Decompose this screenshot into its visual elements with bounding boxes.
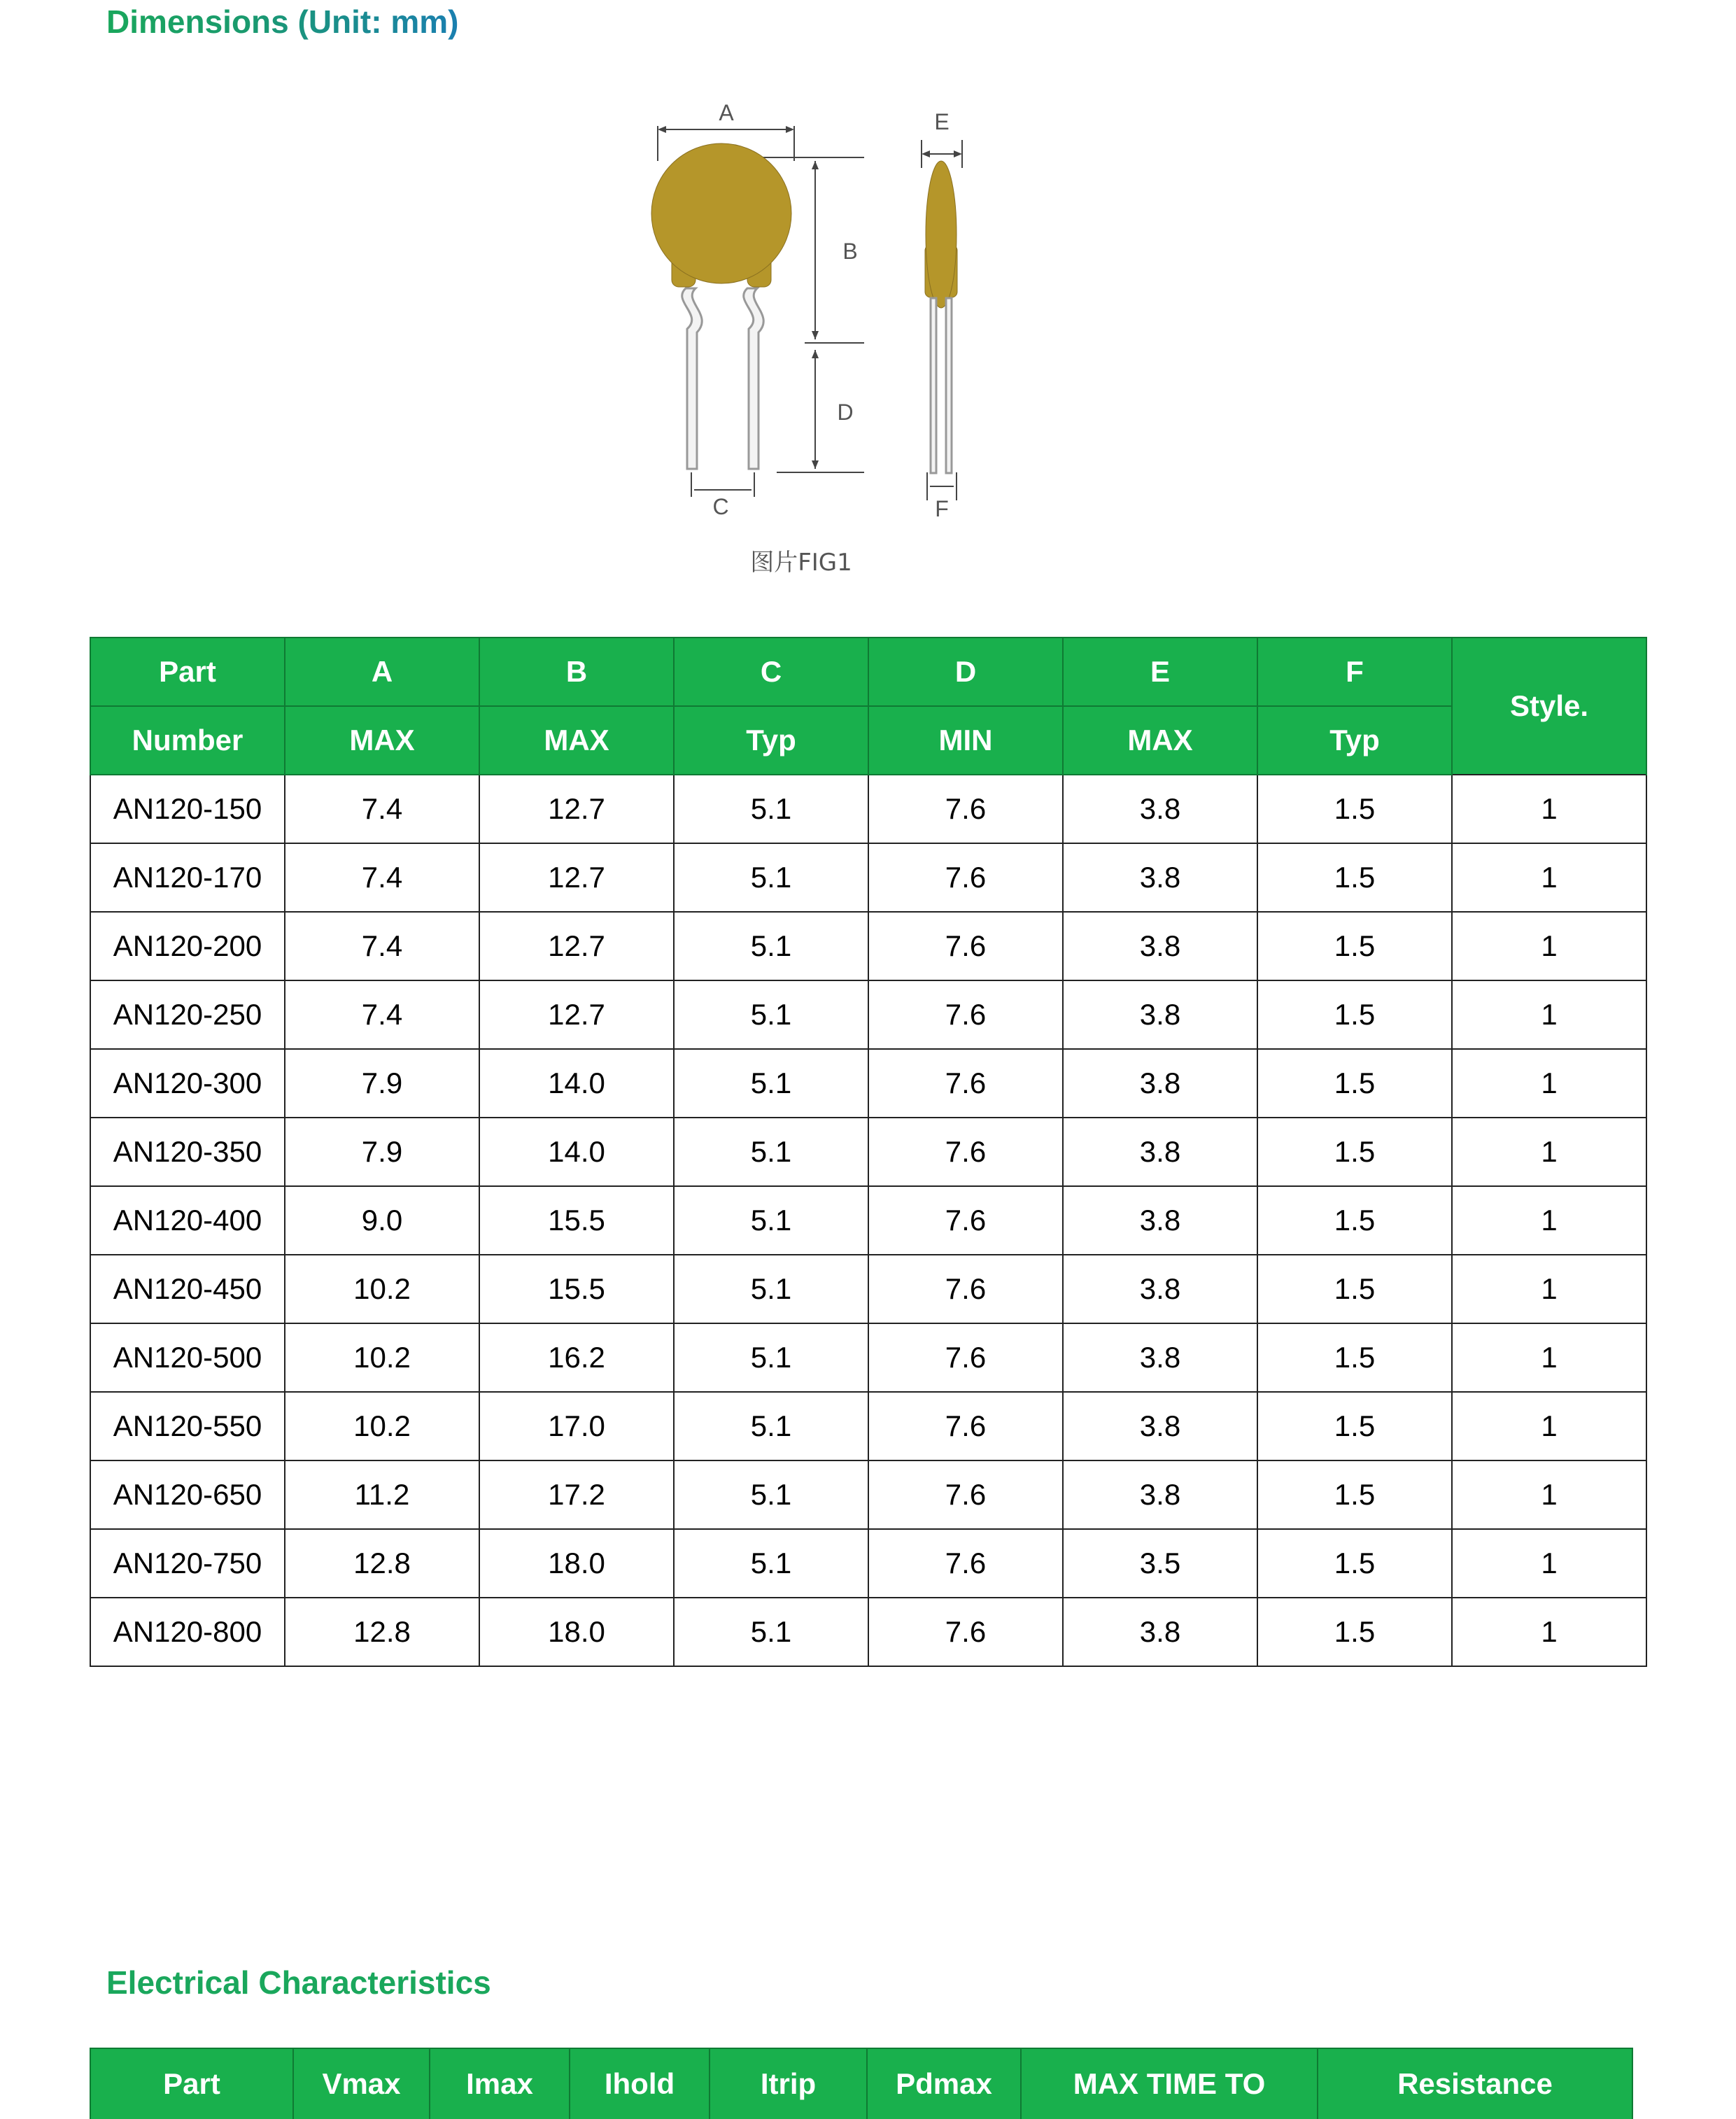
value-cell: 3.8 [1063, 1460, 1257, 1529]
value-cell: 5.1 [674, 1529, 868, 1598]
value-cell: 9.0 [285, 1186, 479, 1255]
value-cell: 5.1 [674, 980, 868, 1049]
value-cell: 1 [1452, 1255, 1646, 1323]
value-cell: 7.6 [868, 1255, 1063, 1323]
value-cell: 7.4 [285, 775, 479, 843]
value-cell: 7.6 [868, 1392, 1063, 1460]
value-cell: 7.6 [868, 775, 1063, 843]
value-cell: 14.0 [479, 1118, 674, 1186]
dim-header-col-6: F [1257, 638, 1452, 706]
value-cell: 5.1 [674, 1255, 868, 1323]
value-cell: 7.6 [868, 1049, 1063, 1118]
table-row [90, 1460, 1646, 1529]
value-cell: 1 [1452, 843, 1646, 912]
dim-header-style: Style. [1452, 638, 1646, 775]
value-cell: 1.5 [1257, 1598, 1452, 1666]
value-cell: 17.0 [479, 1392, 674, 1460]
dim-header-col-3: C [674, 638, 868, 706]
value-cell: 7.6 [868, 1186, 1063, 1255]
value-cell: 1.5 [1257, 1529, 1452, 1598]
value-cell: 3.8 [1063, 980, 1257, 1049]
value-cell: 1 [1452, 1049, 1646, 1118]
value-cell: 1 [1452, 775, 1646, 843]
value-cell: 3.8 [1063, 1323, 1257, 1392]
value-cell: 1 [1452, 1118, 1646, 1186]
table-row [90, 1529, 1646, 1598]
table-row [90, 843, 1646, 912]
value-cell: 5.1 [674, 1118, 868, 1186]
elec-header-2: Imax [430, 2048, 570, 2119]
value-cell: 7.6 [868, 1529, 1063, 1598]
figure-label-b: B [842, 239, 858, 264]
value-cell: 1 [1452, 912, 1646, 980]
electrical-title: Electrical Characteristics [106, 1964, 491, 2001]
figure-label-f: F [935, 496, 949, 521]
value-cell: 7.4 [285, 843, 479, 912]
value-cell: 3.8 [1063, 1392, 1257, 1460]
value-cell: 3.8 [1063, 1118, 1257, 1186]
figure-label-c: C [712, 494, 729, 519]
value-cell: 1 [1452, 1460, 1646, 1529]
value-cell: 7.6 [868, 1118, 1063, 1186]
part-number-cell: AN120-300 [90, 1049, 285, 1118]
value-cell: 7.6 [868, 1460, 1063, 1529]
dimensions-header-row-top [90, 638, 1646, 706]
dim-header-col-4: D [868, 638, 1063, 706]
value-cell: 1 [1452, 1392, 1646, 1460]
dim-subheader-3: Typ [674, 706, 868, 775]
value-cell: 5.1 [674, 775, 868, 843]
table-row [90, 1392, 1646, 1460]
value-cell: 14.0 [479, 1049, 674, 1118]
part-number-cell: AN120-400 [90, 1186, 285, 1255]
value-cell: 1.5 [1257, 1323, 1452, 1392]
dimensions-table-header [90, 638, 1646, 775]
dim-subheader-4: MIN [868, 706, 1063, 775]
value-cell: 1.5 [1257, 1186, 1452, 1255]
dim-subheader-1: MAX [285, 706, 479, 775]
elec-header-1: Vmax [293, 2048, 430, 2119]
figure-label-d: D [837, 400, 854, 425]
value-cell: 12.7 [479, 912, 674, 980]
value-cell: 16.2 [479, 1323, 674, 1392]
component-dimension-figure [644, 91, 1008, 595]
value-cell: 10.2 [285, 1323, 479, 1392]
elec-header-4: Itrip [710, 2048, 867, 2119]
value-cell: 18.0 [479, 1529, 674, 1598]
electrical-header-row [90, 2048, 1632, 2119]
value-cell: 3.8 [1063, 775, 1257, 843]
part-number-cell: AN120-350 [90, 1118, 285, 1186]
value-cell: 1.5 [1257, 1049, 1452, 1118]
value-cell: 12.8 [285, 1598, 479, 1666]
value-cell: 7.6 [868, 1323, 1063, 1392]
value-cell: 5.1 [674, 1049, 868, 1118]
value-cell: 5.1 [674, 1323, 868, 1392]
dim-header-col-5: E [1063, 638, 1257, 706]
part-number-cell: AN120-500 [90, 1323, 285, 1392]
value-cell: 1.5 [1257, 1118, 1452, 1186]
value-cell: 12.7 [479, 775, 674, 843]
value-cell: 1.5 [1257, 1255, 1452, 1323]
value-cell: 7.9 [285, 1049, 479, 1118]
value-cell: 10.2 [285, 1392, 479, 1460]
part-number-cell: AN120-450 [90, 1255, 285, 1323]
dimensions-header-row-sub [90, 706, 1646, 775]
value-cell: 7.4 [285, 980, 479, 1049]
value-cell: 3.8 [1063, 1598, 1257, 1666]
table-row [90, 1598, 1646, 1666]
electrical-table [90, 2048, 1633, 2119]
value-cell: 12.8 [285, 1529, 479, 1598]
part-number-cell: AN120-650 [90, 1460, 285, 1529]
value-cell: 1 [1452, 980, 1646, 1049]
value-cell: 3.8 [1063, 1186, 1257, 1255]
value-cell: 12.7 [479, 843, 674, 912]
elec-header-0: Part [90, 2048, 293, 2119]
part-number-cell: AN120-200 [90, 912, 285, 980]
table-row [90, 980, 1646, 1049]
table-row [90, 1255, 1646, 1323]
value-cell: 1.5 [1257, 1460, 1452, 1529]
figure-label-a: A [719, 100, 734, 125]
part-number-cell: AN120-150 [90, 775, 285, 843]
value-cell: 7.6 [868, 980, 1063, 1049]
part-number-cell: AN120-550 [90, 1392, 285, 1460]
dim-header-part: Part [90, 638, 285, 706]
value-cell: 7.6 [868, 912, 1063, 980]
value-cell: 5.1 [674, 1392, 868, 1460]
dim-header-col-2: B [479, 638, 674, 706]
value-cell: 3.5 [1063, 1529, 1257, 1598]
value-cell: 5.1 [674, 843, 868, 912]
value-cell: 1.5 [1257, 1392, 1452, 1460]
value-cell: 1 [1452, 1186, 1646, 1255]
value-cell: 1.5 [1257, 912, 1452, 980]
value-cell: 12.7 [479, 980, 674, 1049]
value-cell: 1 [1452, 1529, 1646, 1598]
value-cell: 1.5 [1257, 775, 1452, 843]
value-cell: 15.5 [479, 1255, 674, 1323]
value-cell: 5.1 [674, 912, 868, 980]
value-cell: 15.5 [479, 1186, 674, 1255]
value-cell: 18.0 [479, 1598, 674, 1666]
part-number-cell: AN120-170 [90, 843, 285, 912]
value-cell: 7.6 [868, 1598, 1063, 1666]
value-cell: 1 [1452, 1323, 1646, 1392]
value-cell: 7.4 [285, 912, 479, 980]
value-cell: 3.8 [1063, 843, 1257, 912]
value-cell: 10.2 [285, 1255, 479, 1323]
dimensions-table [90, 637, 1647, 1667]
table-row [90, 912, 1646, 980]
elec-header-3: Ihold [570, 2048, 710, 2119]
value-cell: 17.2 [479, 1460, 674, 1529]
part-number-cell: AN120-250 [90, 980, 285, 1049]
value-cell: 1.5 [1257, 843, 1452, 912]
table-row [90, 1323, 1646, 1392]
value-cell: 1.5 [1257, 980, 1452, 1049]
part-number-cell: AN120-750 [90, 1529, 285, 1598]
dim-subheader-0: Number [90, 706, 285, 775]
value-cell: 5.1 [674, 1598, 868, 1666]
table-row [90, 775, 1646, 843]
elec-header-6: MAX TIME TO [1021, 2048, 1318, 2119]
value-cell: 5.1 [674, 1460, 868, 1529]
value-cell: 7.9 [285, 1118, 479, 1186]
value-cell: 7.6 [868, 843, 1063, 912]
value-cell: 3.8 [1063, 1255, 1257, 1323]
table-row [90, 1049, 1646, 1118]
dim-subheader-5: MAX [1063, 706, 1257, 775]
value-cell: 5.1 [674, 1186, 868, 1255]
dimensions-table-body [90, 775, 1646, 1666]
elec-header-7: Resistance [1318, 2048, 1632, 2119]
dim-subheader-2: MAX [479, 706, 674, 775]
dim-header-col-1: A [285, 638, 479, 706]
dimensions-title: Dimensions (Unit: mm) [106, 3, 459, 40]
value-cell: 3.8 [1063, 1049, 1257, 1118]
elec-header-5: Pdmax [867, 2048, 1021, 2119]
table-row [90, 1118, 1646, 1186]
value-cell: 1 [1452, 1598, 1646, 1666]
value-cell: 3.8 [1063, 912, 1257, 980]
table-row [90, 1186, 1646, 1255]
part-number-cell: AN120-800 [90, 1598, 285, 1666]
value-cell: 11.2 [285, 1460, 479, 1529]
dim-subheader-6: Typ [1257, 706, 1452, 775]
figure-label-e: E [934, 109, 950, 134]
figure-caption: 图片FIG1 [750, 549, 852, 577]
